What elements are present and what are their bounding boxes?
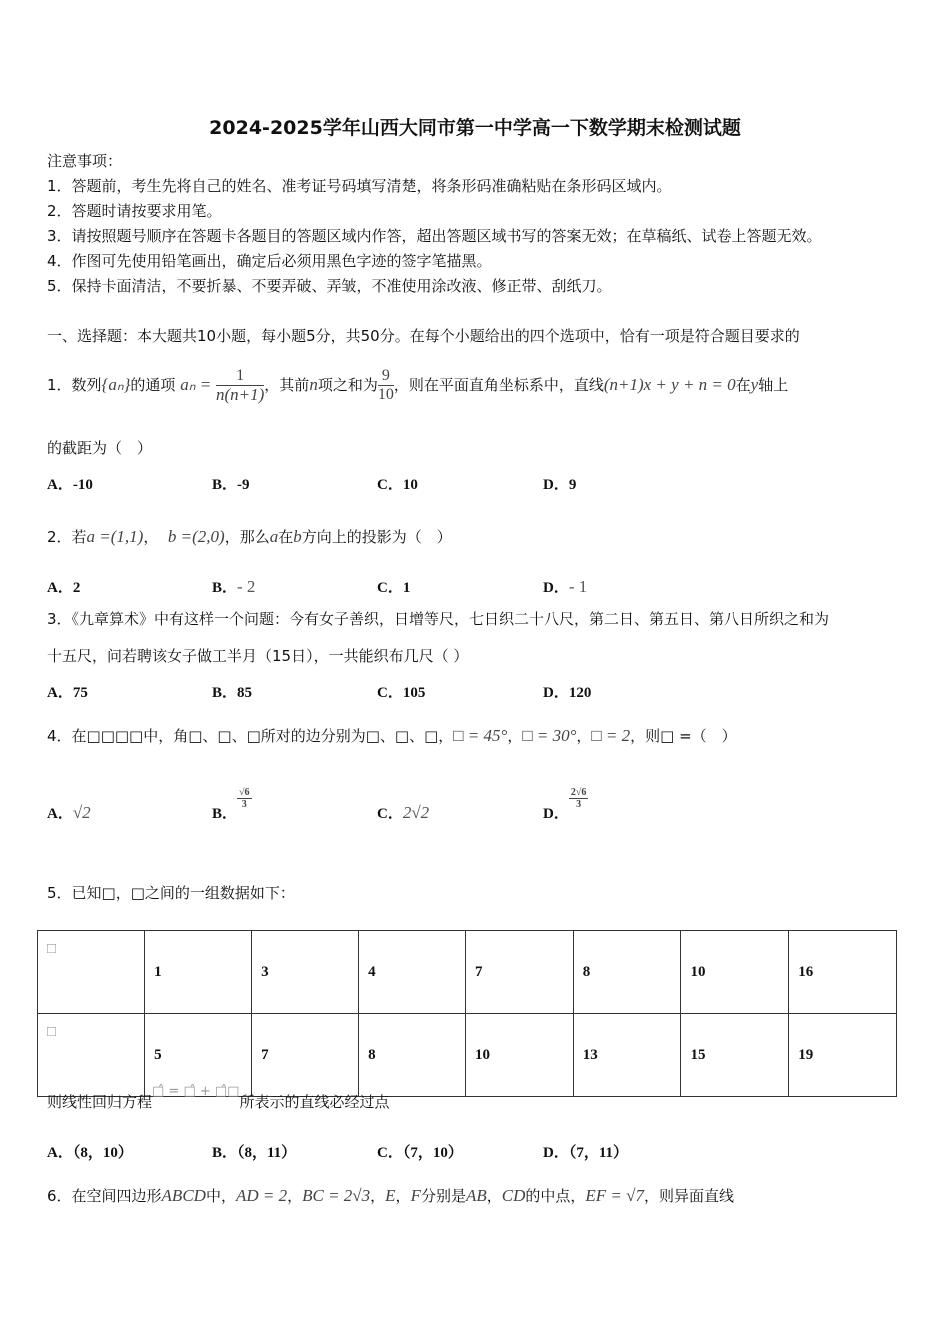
question-4: 4．在□□□□中，角□、□、□所对的边分别为□、□、□，□ = 45°，□ = 30°，□ = 2，则□ =（ ） [47, 726, 737, 745]
text: ，则在平面直角坐标系中，直线 [393, 376, 604, 394]
option-a[interactable] [47, 802, 91, 823]
option-a[interactable] [47, 681, 88, 702]
option-label: A． [47, 685, 73, 701]
text: ， [395, 1187, 411, 1205]
table-cell: 10 [681, 931, 789, 1014]
table-cell: 7 [466, 931, 574, 1014]
table-row [38, 931, 897, 1014]
denominator: 3 [241, 799, 247, 811]
math: □ = 2 [591, 726, 631, 745]
option-label: D． [543, 580, 569, 596]
text: 6．在空间四边形 [47, 1187, 162, 1205]
row-label: □ [38, 1014, 145, 1097]
option-value: 75 [72, 685, 88, 701]
math: E [385, 1186, 396, 1205]
table-cell: 13 [573, 1014, 681, 1097]
text: 在 [278, 528, 294, 546]
text: ， [370, 1187, 386, 1205]
option-value: 2√2 [402, 803, 430, 822]
section-heading: 一、选择题：本大题共10小题，每小题5分，共50分。在每个小题给出的四个选项中，恰有一项是符合题目要求的 [47, 327, 800, 345]
option-c[interactable] [377, 576, 410, 597]
table-cell: 5 [145, 1014, 252, 1097]
page-title: 2024-2025学年山西大同市第一中学高一下数学期末检测试题 [209, 117, 741, 139]
option-value: - 2 [237, 577, 256, 596]
math: ABCD [161, 1186, 206, 1205]
fraction [569, 787, 589, 810]
option-d[interactable] [543, 786, 588, 822]
table-cell: 7 [252, 1014, 359, 1097]
numerator: 1 [216, 367, 264, 386]
notice-item: 2．答题时请按要求用笔。 [47, 202, 222, 220]
math: AB [465, 1186, 487, 1205]
option-d[interactable] [543, 576, 587, 597]
math: aₙ = [180, 375, 212, 394]
math: n [309, 375, 318, 394]
notice-item: 3．请按照题号顺序在答题卡各题目的答题区域内作答，超出答题区域书写的答案无效；在草稿纸、试卷上答题无效。 [47, 227, 822, 245]
option-value: 85 [237, 685, 253, 701]
math: b =(2,0) [167, 527, 225, 546]
data-table [37, 930, 897, 1097]
denominator: n(n+1) [216, 385, 265, 404]
option-b[interactable] [212, 786, 252, 822]
text: 轴上 [758, 376, 789, 394]
text: 所表示的直线必经过点 [239, 1093, 390, 1111]
math: □ = 45° [453, 726, 508, 745]
table-cell: 1 [145, 931, 252, 1014]
question-6 [47, 1186, 734, 1206]
option-label: B． [212, 477, 238, 493]
math: AD = 2 [235, 1186, 288, 1205]
numerator: 9 [378, 367, 394, 386]
text: 分别是 [420, 1187, 466, 1205]
math: □ = 30° [522, 726, 577, 745]
option-value: 120 [568, 685, 592, 701]
fraction [378, 367, 394, 404]
math: y [750, 375, 759, 394]
option-d[interactable] [543, 473, 576, 494]
text: ， [287, 1187, 303, 1205]
table-cell: 8 [359, 1014, 466, 1097]
option-c[interactable] [377, 802, 429, 823]
option-a[interactable] [47, 473, 93, 494]
question-5-cont [47, 1084, 390, 1114]
text: 则线性回归方程 [47, 1093, 153, 1111]
table-cell: 4 [359, 931, 466, 1014]
option-value: √2 [72, 803, 91, 822]
text: ， [486, 1187, 502, 1205]
option-b[interactable] [212, 576, 255, 597]
option-label: D． [543, 685, 569, 701]
question-5: 5．已知□，□之间的一组数据如下： [47, 884, 295, 902]
option-value: -9 [237, 477, 250, 493]
text: ，则异面直线 [643, 1187, 734, 1205]
question-3: 3．《九章算术》中有这样一个问题：今有女子善织，日增等尺，七日织二十八尺，第二日、第五日、第八日所织之和为 [47, 610, 830, 628]
option-label: A． [47, 477, 73, 493]
math: a [269, 527, 279, 546]
option-label: D． [543, 806, 569, 822]
question-1 [47, 364, 788, 406]
option-d[interactable]: D．（7，11） [543, 1145, 629, 1161]
numerator: √6 [239, 787, 250, 799]
option-c[interactable] [377, 473, 418, 494]
table-cell: 16 [789, 931, 897, 1014]
row-label: □ [38, 931, 145, 1014]
option-label: C． [377, 477, 403, 493]
option-label: A． [47, 806, 73, 822]
option-d[interactable] [543, 681, 591, 702]
math: (n+1)x + y + n = 0 [603, 375, 736, 394]
option-value: - 1 [568, 577, 588, 596]
table-cell: 15 [681, 1014, 789, 1097]
option-label: A． [47, 580, 73, 596]
option-b[interactable]: B．（8，11） [212, 1145, 297, 1161]
question-1-cont: 的截距为（ ） [47, 439, 153, 457]
text: 的通项 [130, 376, 176, 394]
text: 项之和为 [317, 376, 378, 394]
option-value: 105 [402, 685, 426, 701]
option-label: C． [377, 806, 403, 822]
math: EF = √7 [585, 1186, 644, 1205]
numerator: 2√6 [570, 787, 587, 799]
option-c[interactable] [377, 681, 425, 702]
option-c[interactable]: C．（7，10） [377, 1145, 463, 1161]
question-2 [47, 527, 452, 547]
option-value: 2 [72, 580, 81, 596]
math: {aₙ} [101, 375, 131, 394]
text: 1．数列 [47, 376, 102, 394]
option-value: 9 [568, 477, 577, 493]
math: a =(1,1) [86, 527, 144, 546]
fraction [216, 367, 264, 404]
fraction [237, 787, 252, 810]
denominator: 3 [576, 799, 582, 811]
notice-item: 1．答题前，考生先将自己的姓名、准考证号码填写清楚，将条形码准确粘贴在条形码区域内。 [47, 177, 672, 195]
table-cell: 10 [466, 1014, 574, 1097]
option-a[interactable] [47, 576, 80, 597]
notice-item: 4．作图可先使用铅笔画出，确定后必须用黑色字迹的签字笔描黑。 [47, 252, 492, 270]
notice-item: 5．保持卡面清洁，不要折暴、不要弄破、弄皱，不准使用涂改液、修正带、刮纸刀。 [47, 277, 612, 295]
text: 4．在□□□□中，角□、□、□所对的边分别为□、□、□， [47, 727, 454, 745]
option-b[interactable] [212, 473, 250, 494]
text: 2．若 [47, 528, 87, 546]
table-cell: 19 [789, 1014, 897, 1097]
option-label: B． [212, 685, 238, 701]
math: CD [501, 1186, 526, 1205]
question-3-cont: 十五尺，问若聘该女子做工半月（15日），一共能织布几尺（ ） [47, 647, 469, 665]
option-label: C． [377, 580, 403, 596]
text: ，则□ =（ ） [630, 727, 737, 745]
option-label: B． [212, 580, 238, 596]
option-label: C． [377, 685, 403, 701]
text: 在 [735, 376, 751, 394]
notice-heading: 注意事项： [47, 152, 123, 170]
option-label: D． [543, 477, 569, 493]
option-b[interactable] [212, 681, 252, 702]
text: ， [143, 528, 159, 546]
text: ，那么 [224, 528, 270, 546]
text: 中， [205, 1187, 236, 1205]
option-value: -10 [72, 477, 93, 493]
math: BC = 2√3 [302, 1186, 371, 1205]
math: b [293, 527, 302, 546]
option-value: 1 [402, 580, 411, 596]
regression-equation: □̂ = □̂ + □̂□ [152, 1084, 240, 1099]
text: 方向上的投影为（ ） [301, 528, 452, 546]
denominator: 10 [377, 386, 394, 403]
table-cell: 3 [252, 931, 359, 1014]
option-a[interactable]: A．（8，10） [47, 1145, 133, 1161]
table-cell: 8 [573, 931, 681, 1014]
option-label: B． [212, 806, 238, 822]
math: F [410, 1186, 421, 1205]
text: ，其前 [264, 376, 310, 394]
text: 的中点， [525, 1187, 586, 1205]
option-value: 10 [402, 477, 418, 493]
